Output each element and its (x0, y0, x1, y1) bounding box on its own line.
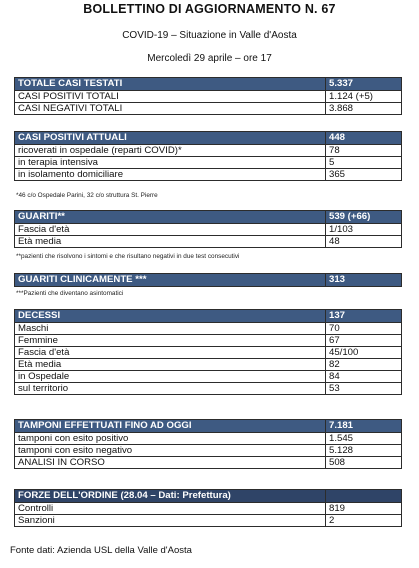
row-label: sul territorio (15, 383, 326, 395)
row-label: in Ospedale (15, 371, 326, 383)
header-value: 313 (326, 274, 402, 287)
table-row (15, 445, 402, 457)
header-label: GUARITI CLINICAMENTE *** (15, 274, 326, 287)
row-value: 365 (326, 169, 402, 181)
header-label: GUARITI** (15, 211, 326, 224)
table-positivi-attuali (14, 131, 402, 181)
row-value: 48 (326, 236, 402, 248)
header-value (326, 490, 402, 503)
table-header-row (15, 310, 402, 323)
row-label: ANALISI IN CORSO (15, 457, 326, 469)
header-label: FORZE DELL'ORDINE (28.04 – Dati: Prefettura) (15, 490, 326, 503)
row-value: 70 (326, 323, 402, 335)
header-value: 137 (326, 310, 402, 323)
table-row (15, 383, 402, 395)
row-value: 84 (326, 371, 402, 383)
row-value: 67 (326, 335, 402, 347)
source-footer: Fonte dati: Azienda USL della Valle d'Aosta (10, 545, 192, 556)
row-label: tamponi con esito positivo (15, 433, 326, 445)
row-label: Femmine (15, 335, 326, 347)
row-value: 1.124 (+5) (326, 91, 402, 103)
table-header-row (15, 132, 402, 145)
bulletin-date: Mercoledì 29 aprile – ore 17 (147, 53, 272, 64)
footnote-guariti: **pazienti che risolvono i sintomi e che risultano negativi in due test consecutivi (16, 253, 240, 260)
table-header-row (15, 274, 402, 287)
table-header-row (15, 78, 402, 91)
table-row (15, 515, 402, 527)
row-label: Maschi (15, 323, 326, 335)
row-value: 2 (326, 515, 402, 527)
table-decessi (14, 309, 402, 395)
header-label: TOTALE CASI TESTATI (15, 78, 326, 91)
table-row (15, 503, 402, 515)
row-label: tamponi con esito negativo (15, 445, 326, 457)
table-row (15, 371, 402, 383)
row-value: 78 (326, 145, 402, 157)
row-label: Sanzioni (15, 515, 326, 527)
table-guariti-clinicamente (14, 273, 402, 287)
table-tamponi (14, 419, 402, 469)
row-value: 5.128 (326, 445, 402, 457)
row-label: Fascia d'età (15, 347, 326, 359)
footnote-guariti-clinicamente: ***Pazienti che diventano asintomatici (16, 290, 124, 297)
row-label: Età media (15, 236, 326, 248)
table-row (15, 169, 402, 181)
row-value: 1.545 (326, 433, 402, 445)
table-row (15, 103, 402, 115)
row-value: 508 (326, 457, 402, 469)
table-row (15, 145, 402, 157)
row-value: 5 (326, 157, 402, 169)
table-header-row (15, 420, 402, 433)
row-value: 53 (326, 383, 402, 395)
table-row (15, 433, 402, 445)
row-label: Controlli (15, 503, 326, 515)
row-value: 1/103 (326, 224, 402, 236)
footnote-ricoverati: *46 c/o Ospedale Parini, 32 c/o struttura St. Pierre (16, 192, 158, 199)
table-guariti (14, 210, 402, 248)
bulletin-subtitle: COVID-19 – Situazione in Valle d'Aosta (122, 30, 297, 41)
table-header-row (15, 490, 402, 503)
header-value: 7.181 (326, 420, 402, 433)
row-value: 82 (326, 359, 402, 371)
row-value: 45/100 (326, 347, 402, 359)
row-label: Fascia d'età (15, 224, 326, 236)
table-row (15, 359, 402, 371)
table-forze-ordine (14, 489, 402, 527)
row-label: CASI NEGATIVI TOTALI (15, 103, 326, 115)
header-label: CASI POSITIVI ATTUALI (15, 132, 326, 145)
table-row (15, 224, 402, 236)
table-casi-testati (14, 77, 402, 115)
table-row (15, 323, 402, 335)
row-label: in isolamento domiciliare (15, 169, 326, 181)
bulletin-title: BOLLETTINO DI AGGIORNAMENTO N. 67 (83, 2, 336, 16)
table-row (15, 347, 402, 359)
row-value: 819 (326, 503, 402, 515)
table-row (15, 91, 402, 103)
header-label: TAMPONI EFFETTUATI FINO AD OGGI (15, 420, 326, 433)
row-value: 3.868 (326, 103, 402, 115)
table-header-row (15, 211, 402, 224)
header-value: 5.337 (326, 78, 402, 91)
header-label: DECESSI (15, 310, 326, 323)
table-row (15, 157, 402, 169)
header-value: 448 (326, 132, 402, 145)
table-row (15, 236, 402, 248)
table-row (15, 335, 402, 347)
row-label: in terapia intensiva (15, 157, 326, 169)
row-label: Età media (15, 359, 326, 371)
table-row (15, 457, 402, 469)
row-label: ricoverati in ospedale (reparti COVID)* (15, 145, 326, 157)
row-label: CASI POSITIVI TOTALI (15, 91, 326, 103)
header-value: 539 (+66) (326, 211, 402, 224)
